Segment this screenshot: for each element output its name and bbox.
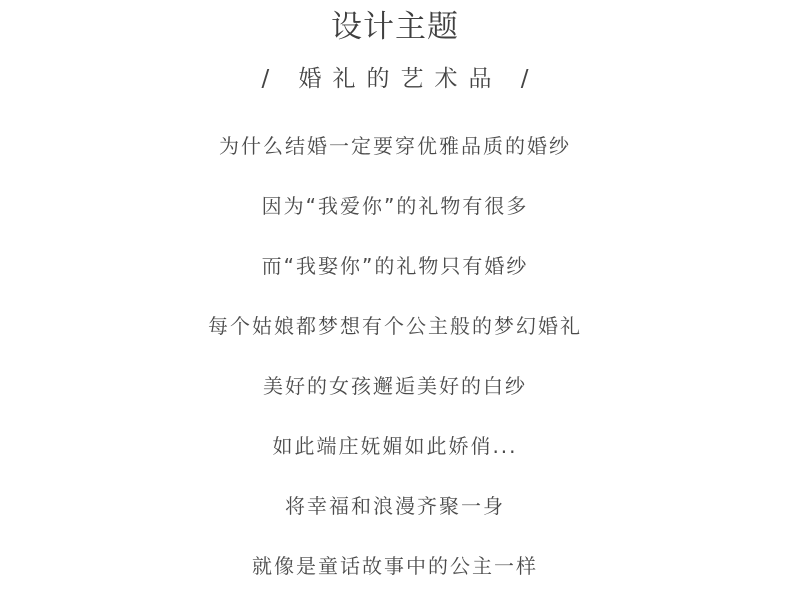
text-line: 而“我娶你”的礼物只有婚纱 [261,254,529,278]
page-title: 设计主题 [331,9,459,45]
text-line: 将幸福和浪漫齐聚一身 [285,494,505,518]
text-line: 美好的女孩邂逅美好的白纱 [263,374,527,398]
text-line: 就像是童话故事中的公主一样 [252,554,538,578]
text-line: 为什么结婚一定要穿优雅品质的婚纱 [219,134,571,158]
text-line: 每个姑娘都梦想有个公主般的梦幻婚礼 [208,314,582,338]
text-line: 因为“我爱你”的礼物有很多 [261,194,529,218]
page-subtitle: / 婚礼的艺术品 / [261,66,540,92]
text-line: 如此端庄妩媚如此娇俏... [272,434,518,458]
